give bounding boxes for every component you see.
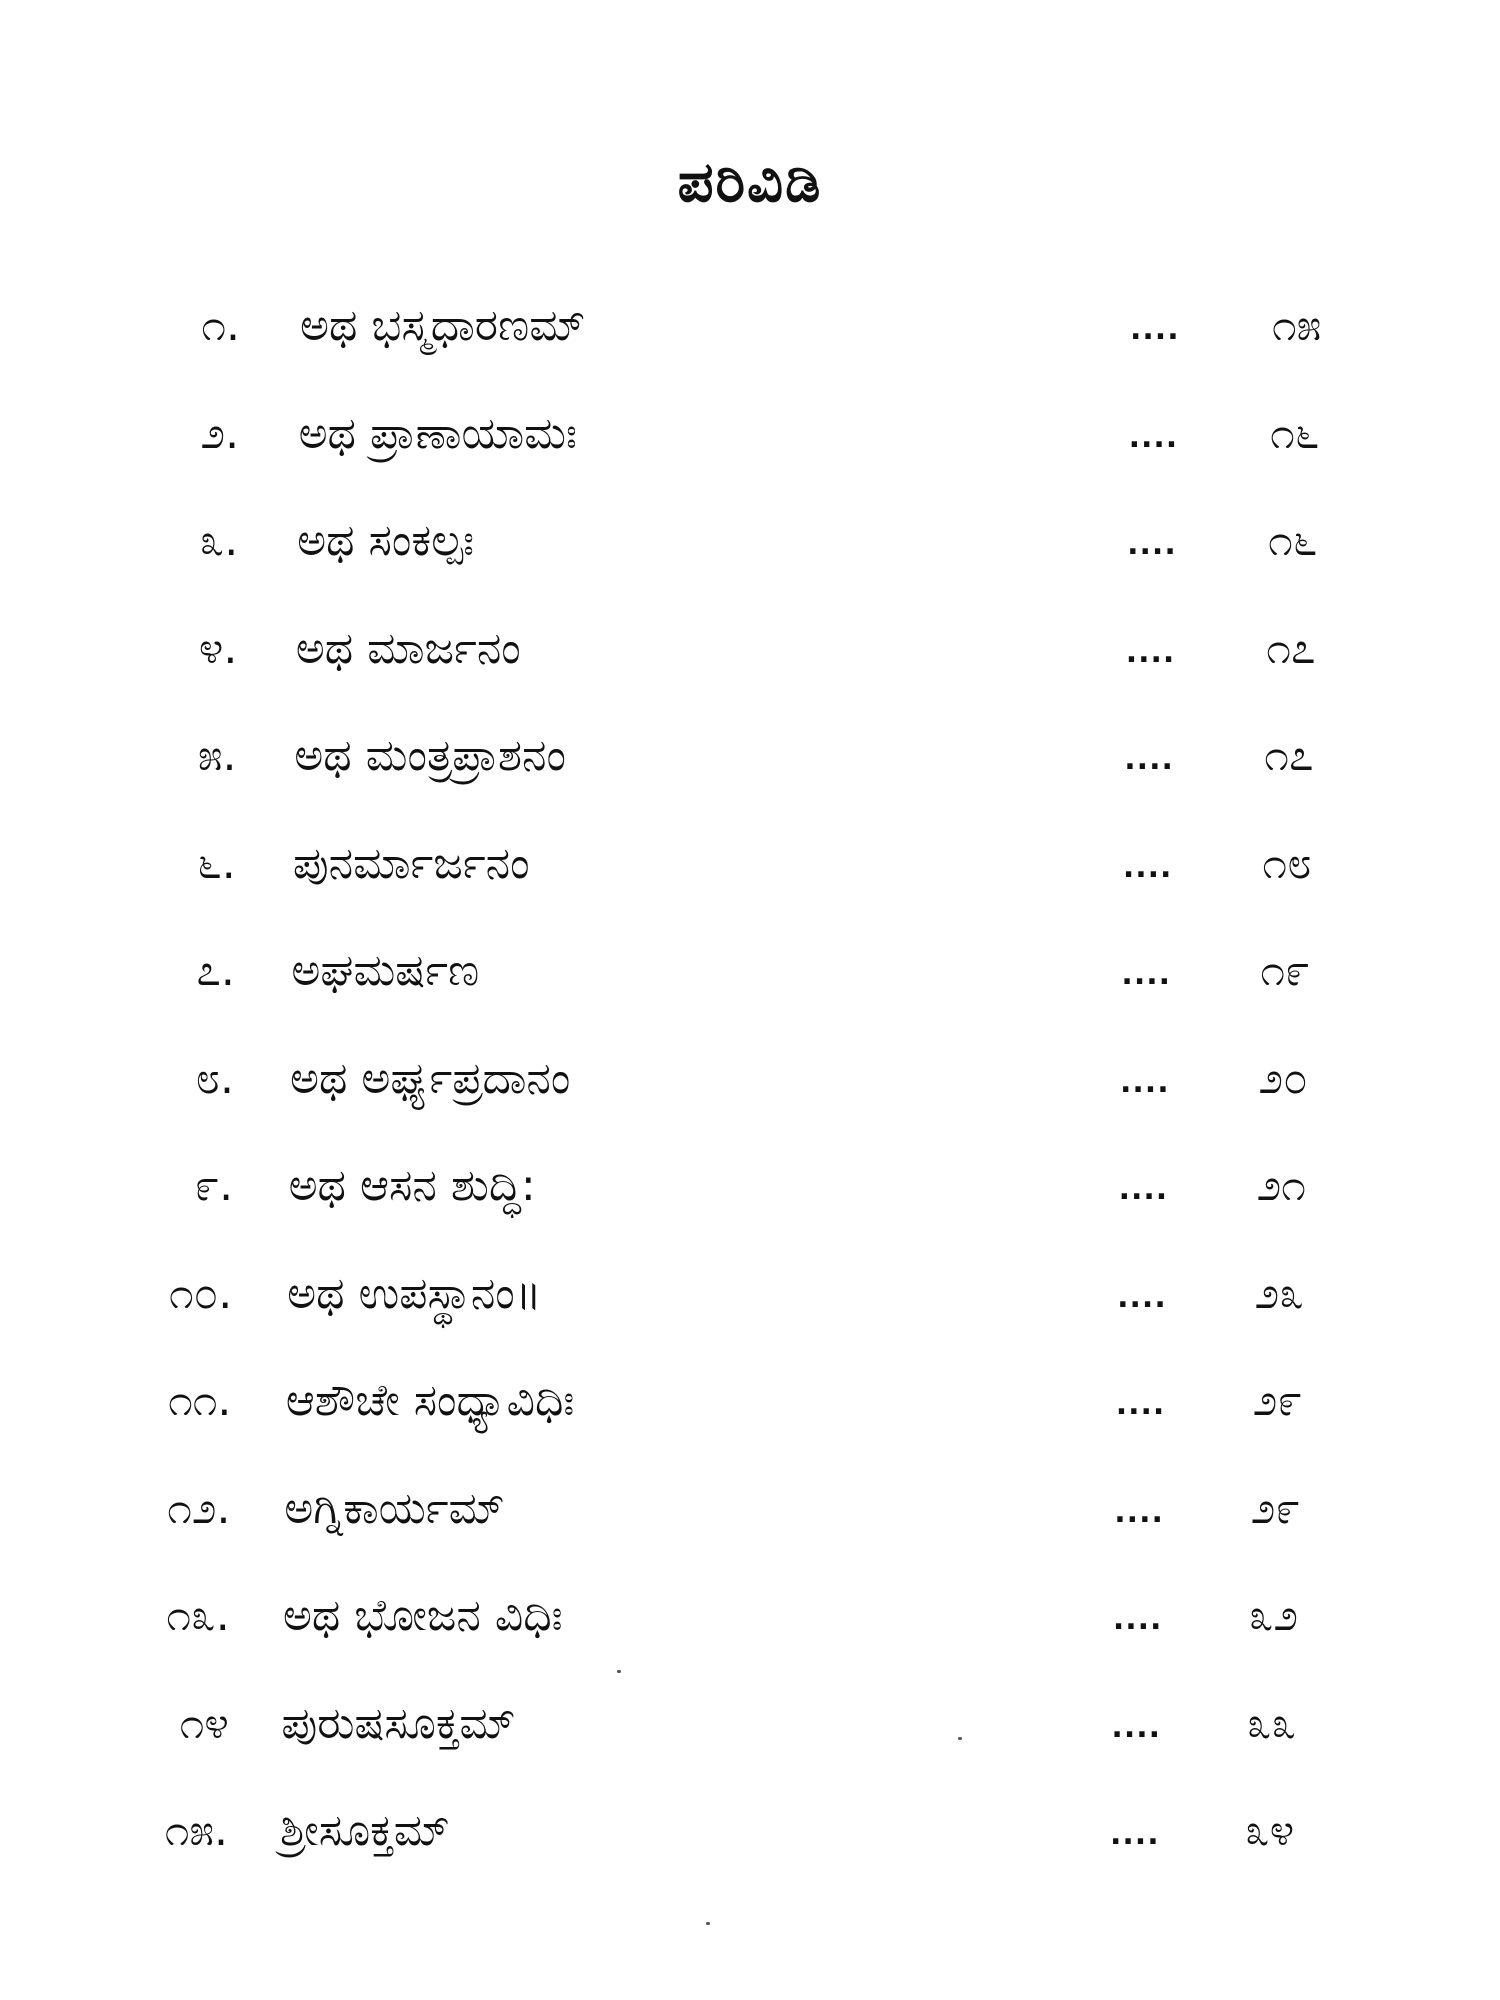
- toc-entry-number: ೧೫.: [164, 1805, 228, 1856]
- toc-page-number: ೩೨: [1248, 1590, 1299, 1641]
- toc-entry-title: ಪುರುಷಸೂಕ್ತಮ್: [281, 1697, 516, 1749]
- toc-leader-dots: ....: [1112, 1602, 1163, 1637]
- toc-leader-dots: ....: [1124, 742, 1174, 777]
- toc-page-number: ೧೫: [1272, 300, 1322, 351]
- toc-entry-title: ಅಥ ಪ್ರಾಣಾಯಾಮಃ: [298, 407, 577, 459]
- toc-page-number: ೧೯: [1260, 945, 1310, 996]
- toc-leader-dots: ....: [1117, 1279, 1167, 1315]
- toc-entry-title: ಅಥ ಮಂತ್ರಪ್ರಾಶನಂ: [294, 730, 566, 781]
- toc-entry-title: ಅಥ ಉಪಸ್ಥಾನಂ॥: [287, 1267, 542, 1319]
- toc-row: [0, 1160, 1500, 1240]
- toc-leader-dots: ....: [1120, 1064, 1170, 1100]
- toc-row: [0, 1483, 1500, 1563]
- toc-page-number: ೧೬: [1268, 515, 1318, 566]
- toc-page-number: ೧೬: [1270, 407, 1320, 459]
- toc-leader-dots: ....: [1115, 1387, 1166, 1422]
- toc-page-number: ೨೯: [1250, 1482, 1301, 1534]
- toc-entry-title: ಅಥ ಆಸನ ಶುದ್ಧಿ:: [288, 1160, 536, 1211]
- toc-leader-dots: ....: [1128, 419, 1179, 455]
- toc-entry-title: ಆಶೌಚೇ ಸಂಧ್ಯಾವಿಧಿಃ: [285, 1375, 575, 1426]
- toc-entry-number: ೧೪: [179, 1697, 229, 1749]
- scan-speck: [958, 1737, 962, 1740]
- toc-entry-title: ಪುನರ್ಮಾರ್ಜನಂ: [292, 837, 530, 889]
- toc-row: [0, 730, 1500, 810]
- toc-entry-number: ೪.: [198, 622, 238, 674]
- scan-speck: [706, 1922, 710, 1925]
- toc-page-number: ೨೯: [1252, 1375, 1302, 1426]
- toc-entry-number: ೭.: [196, 945, 235, 996]
- toc-entry-number: ೧೨.: [167, 1482, 231, 1534]
- toc-page-number: ೨೩: [1254, 1267, 1304, 1319]
- toc-entry-title: ಅಗ್ನಿಕಾರ್ಯಮ್: [284, 1482, 505, 1534]
- toc-entry-number: ೧೧.: [168, 1375, 232, 1426]
- toc-entry-title: ಅಥ ಭೋಜನ ವಿಧಿಃ: [282, 1590, 563, 1641]
- toc-row: [0, 300, 1500, 380]
- toc-entry-number: ೨.: [200, 407, 240, 459]
- toc-row: [0, 1698, 1500, 1778]
- toc-row: [0, 408, 1500, 488]
- toc-leader-dots: ....: [1110, 1817, 1160, 1852]
- scan-speck: [617, 1670, 621, 1673]
- toc-entry-number: ೧೦.: [169, 1267, 233, 1319]
- toc-page-number: ೧೮: [1262, 837, 1312, 889]
- toc-page-number: ೩೪: [1245, 1805, 1295, 1856]
- toc-entry-title: ಅಘಮರ್ಷಣ: [291, 945, 480, 996]
- toc-entry-number: ೫.: [197, 730, 237, 781]
- toc-page-number: ೨೧: [1256, 1160, 1306, 1211]
- toc-row: [0, 623, 1500, 703]
- toc-leader-dots: ....: [1114, 1494, 1164, 1530]
- toc-entry-title: ಶ್ರೀಸೂಕ್ತಮ್: [280, 1805, 450, 1856]
- toc-row: [0, 1053, 1500, 1133]
- toc-leader-dots: ....: [1122, 849, 1173, 885]
- toc-leader-dots: ....: [1125, 634, 1176, 670]
- toc-row: [0, 515, 1500, 595]
- page-title: ಪರಿವಿಡಿ: [677, 150, 823, 215]
- toc-entry-title: ಅಥ ಸಂಕಲ್ಪಃ: [297, 515, 475, 566]
- toc-entry-number: ೮.: [195, 1052, 234, 1104]
- toc-page-number: ೩೩: [1246, 1697, 1297, 1749]
- toc-leader-dots: ....: [1130, 312, 1180, 347]
- toc-leader-dots: ....: [1111, 1709, 1162, 1745]
- toc-entry-title: ಅಥ ಅರ್ಘ್ಯಪ್ರದಾನಂ: [290, 1052, 571, 1104]
- toc-entry-number: ೯.: [194, 1160, 234, 1211]
- toc-row: [0, 945, 1500, 1025]
- toc-entry-number: ೩.: [199, 515, 239, 566]
- toc-leader-dots: ....: [1127, 527, 1177, 562]
- toc-row: [0, 1375, 1500, 1455]
- toc-page-number: ೧೭: [1266, 622, 1316, 674]
- toc-row: [0, 1805, 1500, 1885]
- toc-leader-dots: ....: [1118, 1172, 1169, 1207]
- toc-entry-title: ಅಥ ಮಾರ್ಜನಂ: [295, 622, 521, 674]
- toc-entry-number: ೧೩.: [166, 1590, 230, 1641]
- toc-entry-title: ಅಥ ಭಸ್ಮಧಾರಣಮ್: [300, 300, 586, 351]
- toc-page-number: ೧೭: [1264, 730, 1314, 781]
- toc-row: [0, 1268, 1500, 1348]
- toc-leader-dots: ....: [1121, 957, 1172, 992]
- toc-row: [0, 1590, 1500, 1670]
- toc-page-number: ೨೦: [1258, 1052, 1308, 1104]
- toc-row: [0, 838, 1500, 918]
- toc-entry-number: ೬.: [197, 837, 236, 889]
- toc-entry-number: ೧.: [201, 300, 240, 351]
